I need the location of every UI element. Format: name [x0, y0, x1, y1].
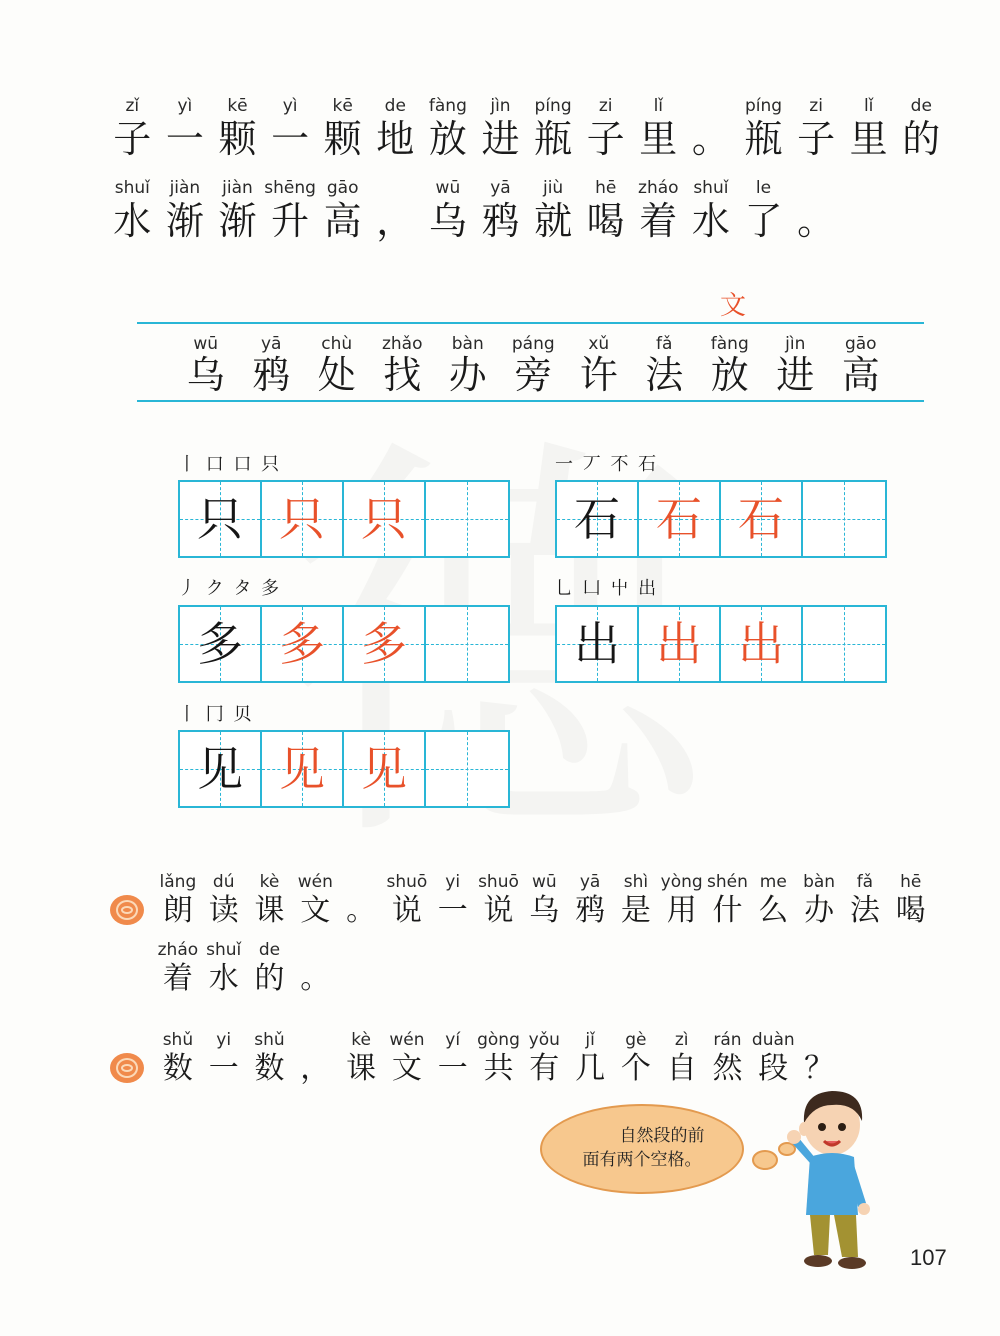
writing-grid [178, 480, 510, 558]
grid-cell[interactable] [426, 607, 508, 681]
hanzi: 水 [691, 199, 730, 243]
pinyin: shì [623, 872, 649, 892]
hanzi: 。 [300, 961, 331, 996]
pinyin: shuǐ [206, 940, 242, 960]
hanzi: 课 [254, 893, 285, 928]
hanzi: 进 [481, 117, 520, 161]
pinyin: le [755, 178, 772, 198]
pinyin: fàng [428, 96, 467, 116]
char-with-pinyin [292, 940, 338, 994]
char-with-pinyin [842, 872, 888, 926]
hanzi: 办 [448, 353, 487, 397]
hanzi: 有 [529, 1051, 560, 1086]
char-with-pinyin [697, 334, 763, 397]
grid-cell[interactable] [803, 482, 885, 556]
char-with-pinyin [796, 1030, 842, 1084]
hanzi: 数 [162, 1051, 193, 1086]
char-with-pinyin [422, 178, 475, 243]
hanzi: 了 [744, 199, 783, 243]
char-with-pinyin [566, 334, 632, 397]
pinyin: bàn [451, 334, 484, 354]
pinyin: shǔ [162, 1030, 194, 1050]
hanzi: 朗 [162, 893, 193, 928]
bubble-line-1: 自然段的前 [619, 1126, 705, 1146]
char-with-pinyin [685, 178, 738, 243]
grid-cell [639, 607, 721, 681]
pinyin: fǎ [656, 334, 673, 354]
char-with-pinyin [888, 872, 934, 926]
pinyin: bàn [803, 872, 836, 892]
vocab-top-rule [137, 322, 924, 324]
hanzi: 喝 [586, 199, 625, 243]
pinyin: yā [261, 334, 282, 354]
hanzi: 法 [849, 893, 880, 928]
hanzi: 进 [776, 353, 815, 397]
pinyin [790, 178, 843, 200]
char-with-pinyin [422, 96, 475, 161]
pinyin: páng [511, 334, 555, 354]
char-with-pinyin [370, 334, 436, 397]
pinyin: wén [389, 1030, 425, 1050]
trace-character: 见 [279, 742, 325, 796]
hanzi: 放 [710, 353, 749, 397]
model-character: 只 [197, 492, 243, 546]
hanzi: 鸦 [481, 199, 520, 243]
grid-cell [344, 482, 426, 556]
hanzi: 数 [254, 1051, 285, 1086]
char-with-pinyin [521, 872, 567, 926]
hanzi: 颗 [218, 117, 257, 161]
char-with-pinyin [173, 334, 239, 397]
char-with-pinyin [106, 178, 159, 243]
red-correction-mark: 文 [720, 291, 747, 321]
hanzi: 里 [849, 117, 888, 161]
char-with-pinyin [338, 1030, 384, 1084]
char-with-pinyin [304, 334, 370, 397]
char-with-pinyin [211, 96, 264, 161]
char-with-pinyin [292, 1030, 338, 1084]
hanzi: 许 [579, 353, 618, 397]
pinyin: shēng [264, 178, 316, 198]
stroke-sequence: 乚 凵 屮 出 [555, 578, 659, 599]
hanzi: 渐 [165, 199, 204, 243]
grid-cell [262, 607, 344, 681]
pinyin: wén [297, 872, 333, 892]
hanzi: 么 [758, 893, 789, 928]
char-with-pinyin [750, 872, 796, 926]
char-with-pinyin [579, 178, 632, 243]
char-with-pinyin [790, 96, 843, 161]
hanzi: 升 [271, 199, 310, 243]
hanzi: 一 [271, 117, 310, 161]
pinyin: shuǐ [693, 178, 729, 198]
pinyin: yi [445, 872, 461, 892]
char-with-pinyin [521, 1030, 567, 1084]
char-with-pinyin [705, 872, 751, 926]
hanzi: ， [300, 1051, 331, 1086]
pinyin: gāo [326, 178, 359, 198]
pinyin [338, 872, 384, 894]
pinyin [685, 96, 738, 118]
hanzi: 法 [645, 353, 684, 397]
char-with-pinyin [613, 1030, 659, 1084]
pinyin: zháo [157, 940, 199, 960]
pinyin: yǒu [528, 1030, 560, 1050]
stroke-sequence: 丿 ク タ 多 [178, 578, 282, 599]
bubble-line-2: 面有两个空格。 [582, 1150, 702, 1170]
hanzi: ， [376, 199, 415, 243]
grid-cell [262, 482, 344, 556]
writing-grid [555, 605, 887, 683]
hanzi: 。 [691, 117, 730, 161]
char-with-pinyin [247, 872, 293, 926]
pinyin: wū [531, 872, 557, 892]
pinyin: fǎ [856, 872, 874, 892]
char-with-pinyin [659, 1030, 705, 1084]
char-with-pinyin [763, 334, 829, 397]
hanzi: 水 [208, 961, 239, 996]
char-with-pinyin [750, 1030, 796, 1084]
stroke-order [555, 450, 658, 476]
char-with-pinyin [430, 872, 476, 926]
grid-cell [639, 482, 721, 556]
pinyin: shuǐ [114, 178, 150, 198]
char-with-pinyin [201, 940, 247, 994]
hanzi: 说 [483, 893, 514, 928]
char-with-pinyin [338, 872, 384, 926]
stroke-order [178, 700, 253, 726]
pinyin: jìn [785, 334, 806, 354]
hanzi: 子 [586, 117, 625, 161]
pinyin: wū [435, 178, 461, 198]
hanzi: 乌 [428, 199, 467, 243]
hanzi: 找 [383, 353, 422, 397]
trace-character: 只 [279, 492, 325, 546]
stroke-sequence: 丨 口 口 只 [178, 454, 282, 475]
pinyin: jiàn [169, 178, 201, 198]
trace-character: 石 [738, 492, 784, 546]
hanzi: 办 [804, 893, 835, 928]
char-with-pinyin [737, 96, 790, 161]
grid-cell [180, 607, 262, 681]
child-illustration [780, 1085, 890, 1275]
pinyin [292, 1030, 338, 1052]
hanzi: 段 [758, 1051, 789, 1086]
trace-character: 出 [656, 617, 702, 671]
char-with-pinyin [201, 1030, 247, 1084]
pinyin [796, 1030, 842, 1052]
hanzi: 。 [797, 199, 836, 243]
char-with-pinyin [705, 1030, 751, 1084]
hanzi: 一 [437, 1051, 468, 1086]
char-with-pinyin [430, 1030, 476, 1084]
hanzi: 自 [666, 1051, 697, 1086]
pinyin: xǔ [588, 334, 610, 354]
pinyin: de [258, 940, 281, 960]
grid-cell [262, 732, 344, 806]
stroke-order [178, 574, 281, 600]
pinyin: gāo [844, 334, 877, 354]
char-with-pinyin [579, 96, 632, 161]
bubble-dot [752, 1150, 778, 1170]
grid-cell [557, 607, 639, 681]
grid-cell [180, 732, 262, 806]
char-with-pinyin [155, 872, 201, 926]
char-with-pinyin [632, 178, 685, 243]
grid-cell[interactable] [803, 607, 885, 681]
char-with-pinyin [527, 178, 580, 243]
hanzi: 乌 [186, 353, 225, 397]
pinyin: yā [579, 872, 601, 892]
pinyin: gòng [477, 1030, 520, 1050]
hanzi: 子 [797, 117, 836, 161]
pinyin: chù [321, 334, 353, 354]
char-with-pinyin [369, 178, 422, 243]
pinyin: lǐ [863, 96, 874, 116]
hanzi: 高 [323, 199, 362, 243]
hanzi: 子 [113, 117, 152, 161]
char-with-pinyin [201, 872, 247, 926]
vocab-bottom-rule [137, 400, 924, 402]
hanzi: 然 [712, 1051, 743, 1086]
char-with-pinyin [790, 178, 843, 243]
model-character: 出 [574, 617, 620, 671]
pinyin: lǎng [159, 872, 197, 892]
model-character: 多 [197, 617, 243, 671]
pinyin: kē [332, 96, 353, 116]
char-with-pinyin [895, 96, 948, 161]
hanzi: 文 [300, 893, 331, 928]
char-with-pinyin [613, 872, 659, 926]
hanzi: 鸦 [252, 353, 291, 397]
writing-grid [178, 605, 510, 683]
pinyin: shuō [478, 872, 519, 892]
char-with-pinyin [501, 334, 567, 397]
char-with-pinyin [292, 872, 338, 926]
model-character: 石 [574, 492, 620, 546]
pinyin: de [910, 96, 932, 116]
hanzi: 鸦 [575, 893, 606, 928]
hanzi: 着 [162, 961, 193, 996]
char-with-pinyin [632, 334, 698, 397]
grid-cell [557, 482, 639, 556]
hanzi: 瓶 [534, 117, 573, 161]
hanzi: 是 [620, 893, 651, 928]
pinyin: shén [707, 872, 748, 892]
pinyin: de [384, 96, 406, 116]
char-with-pinyin [369, 96, 422, 161]
pinyin: jìn [490, 96, 511, 116]
pinyin: rán [713, 1030, 742, 1050]
char-with-pinyin [316, 178, 369, 243]
char-with-pinyin [264, 178, 317, 243]
pinyin: zi [598, 96, 613, 116]
char-with-pinyin [239, 334, 305, 397]
pinyin: dú [212, 872, 235, 892]
model-character: 见 [197, 742, 243, 796]
trace-character: 见 [361, 742, 407, 796]
char-with-pinyin [435, 334, 501, 397]
char-with-pinyin [474, 96, 527, 161]
char-with-pinyin [159, 178, 212, 243]
hanzi: 旁 [514, 353, 553, 397]
pinyin: yì [282, 96, 298, 116]
hanzi: 课 [346, 1051, 377, 1086]
pinyin: kè [259, 872, 280, 892]
writing-grid [178, 730, 510, 808]
hanzi: 什 [712, 893, 743, 928]
pinyin: yā [490, 178, 511, 198]
pinyin [369, 178, 422, 200]
hanzi: 水 [113, 199, 152, 243]
pinyin: yi [216, 1030, 232, 1050]
pinyin: kē [227, 96, 248, 116]
char-with-pinyin [316, 96, 369, 161]
char-with-pinyin [737, 178, 790, 243]
speech-bubble [540, 1104, 744, 1194]
char-with-pinyin [384, 872, 430, 926]
char-with-pinyin [476, 872, 522, 926]
hanzi: 。 [346, 893, 377, 928]
trace-character: 出 [738, 617, 784, 671]
char-with-pinyin [567, 872, 613, 926]
char-with-pinyin [155, 1030, 201, 1084]
trace-character: 只 [361, 492, 407, 546]
stroke-sequence: 丨 冂 贝 [178, 704, 254, 725]
pinyin: yì [177, 96, 193, 116]
pinyin [292, 940, 338, 962]
grid-cell [180, 482, 262, 556]
char-with-pinyin [685, 96, 738, 161]
hanzi: 说 [391, 893, 422, 928]
hanzi: 一 [165, 117, 204, 161]
pinyin: gè [625, 1030, 647, 1050]
grid-cell [344, 732, 426, 806]
pinyin: duàn [751, 1030, 795, 1050]
pinyin: kè [351, 1030, 371, 1050]
char-with-pinyin [842, 96, 895, 161]
pinyin: wū [193, 334, 219, 354]
stroke-sequence: 一 丆 不 石 [555, 454, 659, 475]
char-with-pinyin [527, 96, 580, 161]
hanzi: 的 [254, 961, 285, 996]
hanzi: 里 [639, 117, 678, 161]
pinyin: zhǎo [381, 334, 423, 354]
grid-cell [721, 482, 803, 556]
char-with-pinyin [247, 1030, 293, 1084]
char-with-pinyin [632, 96, 685, 161]
hanzi: 一 [208, 1051, 239, 1086]
char-with-pinyin [264, 96, 317, 161]
exercise-2-icon [110, 1053, 144, 1083]
pinyin: shuō [386, 872, 428, 892]
page-number: 107 [910, 1245, 947, 1270]
hanzi: 读 [208, 893, 239, 928]
writing-grid [555, 480, 887, 558]
hanzi: 渐 [218, 199, 257, 243]
char-with-pinyin [476, 1030, 522, 1084]
char-with-pinyin [828, 334, 894, 397]
hanzi: 个 [620, 1051, 651, 1086]
char-with-pinyin [567, 1030, 613, 1084]
char-with-pinyin [211, 178, 264, 243]
char-with-pinyin [159, 96, 212, 161]
pinyin: zì [674, 1030, 689, 1050]
pinyin: yòng [660, 872, 703, 892]
hanzi: 喝 [895, 893, 926, 928]
hanzi: 地 [376, 117, 415, 161]
pinyin: jiù [542, 178, 564, 198]
hanzi: 高 [841, 353, 880, 397]
hanzi: 颗 [323, 117, 362, 161]
trace-character: 石 [656, 492, 702, 546]
hanzi: 用 [666, 893, 697, 928]
pinyin: fàng [710, 334, 749, 354]
hanzi: 几 [575, 1051, 606, 1086]
char-with-pinyin [155, 940, 201, 994]
hanzi: 着 [639, 199, 678, 243]
pinyin: zǐ [125, 96, 140, 116]
pinyin: me [759, 872, 787, 892]
pinyin: shǔ [254, 1030, 285, 1050]
hanzi: 文 [391, 1051, 422, 1086]
pinyin: píng [534, 96, 572, 116]
grid-cell[interactable] [426, 732, 508, 806]
char-with-pinyin [247, 940, 293, 994]
hanzi: 共 [483, 1051, 514, 1086]
pinyin: jǐ [585, 1030, 595, 1050]
exercise-1-icon [110, 895, 144, 925]
hanzi: ？ [804, 1051, 835, 1086]
char-with-pinyin [106, 96, 159, 161]
pinyin: jiàn [222, 178, 253, 198]
pinyin: yí [445, 1030, 461, 1050]
hanzi: 的 [902, 117, 941, 161]
hanzi: 处 [317, 353, 356, 397]
char-with-pinyin [659, 872, 705, 926]
pinyin: hē [900, 872, 922, 892]
stroke-order [555, 574, 658, 600]
pinyin: zi [809, 96, 823, 116]
hanzi: 瓶 [744, 117, 783, 161]
trace-character: 多 [279, 617, 325, 671]
pinyin: zháo [638, 178, 679, 198]
grid-cell [721, 607, 803, 681]
char-with-pinyin [796, 872, 842, 926]
hanzi: 乌 [529, 893, 560, 928]
hanzi: 一 [437, 893, 468, 928]
char-with-pinyin [474, 178, 527, 243]
hanzi: 放 [428, 117, 467, 161]
stroke-order [178, 450, 281, 476]
trace-character: 多 [361, 617, 407, 671]
pinyin: hē [595, 178, 617, 198]
hanzi: 就 [534, 199, 573, 243]
grid-cell [344, 607, 426, 681]
grid-cell[interactable] [426, 482, 508, 556]
char-with-pinyin [384, 1030, 430, 1084]
pinyin: lǐ [653, 96, 664, 116]
pinyin: píng [744, 96, 783, 116]
